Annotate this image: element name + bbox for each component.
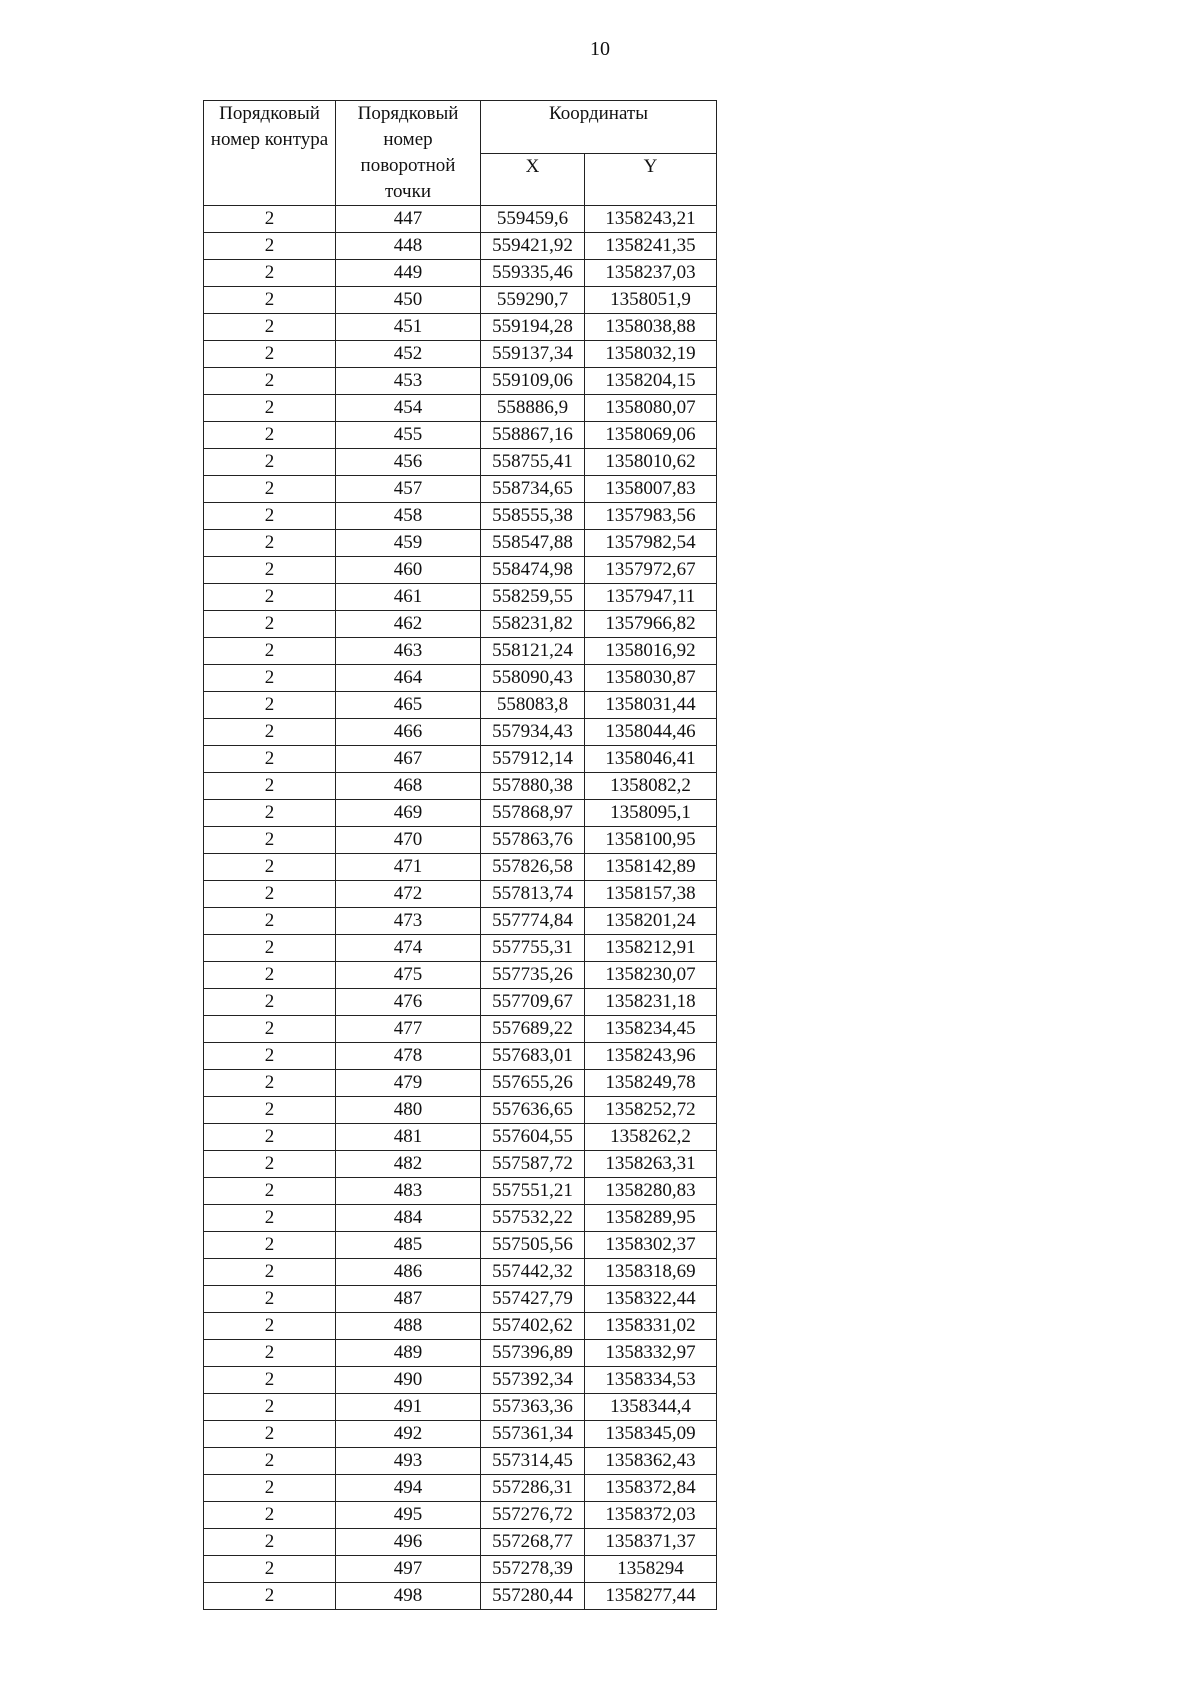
table-row xyxy=(204,1583,717,1610)
cell-y: 1358277,44 xyxy=(585,1583,717,1610)
table-row xyxy=(204,314,717,341)
cell-point-number: 482 xyxy=(336,1151,481,1178)
table-row xyxy=(204,1232,717,1259)
cell-x: 557755,31 xyxy=(481,935,585,962)
cell-contour-number: 2 xyxy=(204,1286,336,1313)
cell-point-number: 468 xyxy=(336,773,481,800)
cell-point-number: 461 xyxy=(336,584,481,611)
cell-y: 1357982,54 xyxy=(585,530,717,557)
cell-point-number: 452 xyxy=(336,341,481,368)
cell-y: 1358016,92 xyxy=(585,638,717,665)
cell-x: 559137,34 xyxy=(481,341,585,368)
cell-contour-number: 2 xyxy=(204,1394,336,1421)
table-row xyxy=(204,854,717,881)
cell-contour-number: 2 xyxy=(204,746,336,773)
cell-y: 1358204,15 xyxy=(585,368,717,395)
cell-x: 557505,56 xyxy=(481,1232,585,1259)
cell-x: 558547,88 xyxy=(481,530,585,557)
cell-contour-number: 2 xyxy=(204,1502,336,1529)
cell-point-number: 447 xyxy=(336,206,481,233)
cell-point-number: 479 xyxy=(336,1070,481,1097)
cell-point-number: 465 xyxy=(336,692,481,719)
table-row xyxy=(204,1556,717,1583)
cell-point-number: 485 xyxy=(336,1232,481,1259)
cell-y: 1358010,62 xyxy=(585,449,717,476)
cell-contour-number: 2 xyxy=(204,557,336,584)
table-row xyxy=(204,1070,717,1097)
cell-x: 557392,34 xyxy=(481,1367,585,1394)
table-row xyxy=(204,719,717,746)
cell-contour-number: 2 xyxy=(204,1556,336,1583)
cell-point-number: 449 xyxy=(336,260,481,287)
cell-y: 1358332,97 xyxy=(585,1340,717,1367)
header-row-top xyxy=(204,101,717,154)
cell-x: 559109,06 xyxy=(481,368,585,395)
cell-contour-number: 2 xyxy=(204,1016,336,1043)
cell-contour-number: 2 xyxy=(204,584,336,611)
cell-point-number: 467 xyxy=(336,746,481,773)
cell-x: 557826,58 xyxy=(481,854,585,881)
table-row xyxy=(204,989,717,1016)
cell-contour-number: 2 xyxy=(204,989,336,1016)
cell-contour-number: 2 xyxy=(204,935,336,962)
cell-contour-number: 2 xyxy=(204,1421,336,1448)
cell-x: 557636,65 xyxy=(481,1097,585,1124)
table-row xyxy=(204,1448,717,1475)
cell-contour-number: 2 xyxy=(204,476,336,503)
cell-point-number: 453 xyxy=(336,368,481,395)
cell-x: 557912,14 xyxy=(481,746,585,773)
table-row xyxy=(204,1205,717,1232)
cell-x: 557268,77 xyxy=(481,1529,585,1556)
cell-x: 557396,89 xyxy=(481,1340,585,1367)
cell-point-number: 466 xyxy=(336,719,481,746)
table-row xyxy=(204,368,717,395)
cell-contour-number: 2 xyxy=(204,1448,336,1475)
cell-x: 558755,41 xyxy=(481,449,585,476)
cell-point-number: 490 xyxy=(336,1367,481,1394)
cell-point-number: 481 xyxy=(336,1124,481,1151)
header-x: X xyxy=(481,153,585,206)
cell-x: 557868,97 xyxy=(481,800,585,827)
cell-point-number: 494 xyxy=(336,1475,481,1502)
cell-contour-number: 2 xyxy=(204,449,336,476)
table-row xyxy=(204,1421,717,1448)
table-row xyxy=(204,692,717,719)
table-row xyxy=(204,881,717,908)
cell-contour-number: 2 xyxy=(204,1475,336,1502)
cell-x: 557604,55 xyxy=(481,1124,585,1151)
cell-point-number: 469 xyxy=(336,800,481,827)
cell-point-number: 484 xyxy=(336,1205,481,1232)
cell-x: 557286,31 xyxy=(481,1475,585,1502)
cell-point-number: 464 xyxy=(336,665,481,692)
cell-x: 558886,9 xyxy=(481,395,585,422)
cell-contour-number: 2 xyxy=(204,692,336,719)
cell-contour-number: 2 xyxy=(204,881,336,908)
cell-y: 1358201,24 xyxy=(585,908,717,935)
cell-contour-number: 2 xyxy=(204,503,336,530)
cell-x: 557683,01 xyxy=(481,1043,585,1070)
cell-point-number: 455 xyxy=(336,422,481,449)
cell-contour-number: 2 xyxy=(204,719,336,746)
table-row xyxy=(204,1151,717,1178)
cell-contour-number: 2 xyxy=(204,1313,336,1340)
cell-y: 1358212,91 xyxy=(585,935,717,962)
cell-x: 558734,65 xyxy=(481,476,585,503)
table-row xyxy=(204,665,717,692)
cell-x: 557314,45 xyxy=(481,1448,585,1475)
cell-contour-number: 2 xyxy=(204,854,336,881)
cell-x: 557880,38 xyxy=(481,773,585,800)
cell-contour-number: 2 xyxy=(204,287,336,314)
table-row xyxy=(204,1097,717,1124)
cell-y: 1358372,84 xyxy=(585,1475,717,1502)
header-point-number-line: точки xyxy=(384,181,431,202)
table-row xyxy=(204,800,717,827)
cell-x: 557813,74 xyxy=(481,881,585,908)
header-y: Y xyxy=(585,153,717,206)
cell-y: 1358345,09 xyxy=(585,1421,717,1448)
cell-point-number: 462 xyxy=(336,611,481,638)
cell-contour-number: 2 xyxy=(204,341,336,368)
cell-contour-number: 2 xyxy=(204,368,336,395)
cell-y: 1358294 xyxy=(585,1556,717,1583)
cell-x: 558090,43 xyxy=(481,665,585,692)
cell-x: 557551,21 xyxy=(481,1178,585,1205)
cell-point-number: 476 xyxy=(336,989,481,1016)
cell-x: 557863,76 xyxy=(481,827,585,854)
cell-point-number: 483 xyxy=(336,1178,481,1205)
cell-contour-number: 2 xyxy=(204,908,336,935)
cell-contour-number: 2 xyxy=(204,800,336,827)
cell-x: 557276,72 xyxy=(481,1502,585,1529)
cell-point-number: 456 xyxy=(336,449,481,476)
table-row xyxy=(204,1475,717,1502)
cell-x: 557587,72 xyxy=(481,1151,585,1178)
cell-x: 558867,16 xyxy=(481,422,585,449)
header-contour-number xyxy=(204,101,336,206)
cell-point-number: 472 xyxy=(336,881,481,908)
cell-x: 557363,36 xyxy=(481,1394,585,1421)
cell-point-number: 448 xyxy=(336,233,481,260)
cell-y: 1358362,43 xyxy=(585,1448,717,1475)
cell-y: 1358069,06 xyxy=(585,422,717,449)
cell-y: 1357966,82 xyxy=(585,611,717,638)
cell-contour-number: 2 xyxy=(204,665,336,692)
cell-x: 557442,32 xyxy=(481,1259,585,1286)
cell-y: 1358231,18 xyxy=(585,989,717,1016)
cell-y: 1358372,03 xyxy=(585,1502,717,1529)
page-number: 10 xyxy=(590,38,610,60)
table-row xyxy=(204,1394,717,1421)
cell-contour-number: 2 xyxy=(204,206,336,233)
table-row xyxy=(204,1313,717,1340)
cell-x: 557735,26 xyxy=(481,962,585,989)
cell-y: 1358322,44 xyxy=(585,1286,717,1313)
cell-x: 558083,8 xyxy=(481,692,585,719)
cell-y: 1358095,1 xyxy=(585,800,717,827)
table-row xyxy=(204,260,717,287)
cell-y: 1358082,2 xyxy=(585,773,717,800)
cell-point-number: 471 xyxy=(336,854,481,881)
cell-x: 558555,38 xyxy=(481,503,585,530)
cell-x: 557278,39 xyxy=(481,1556,585,1583)
cell-contour-number: 2 xyxy=(204,395,336,422)
cell-x: 557280,44 xyxy=(481,1583,585,1610)
header-point-number xyxy=(336,101,481,206)
cell-y: 1358331,02 xyxy=(585,1313,717,1340)
cell-contour-number: 2 xyxy=(204,1124,336,1151)
cell-y: 1358302,37 xyxy=(585,1232,717,1259)
table-row xyxy=(204,530,717,557)
cell-contour-number: 2 xyxy=(204,611,336,638)
cell-x: 559194,28 xyxy=(481,314,585,341)
table-row xyxy=(204,908,717,935)
table-row xyxy=(204,1502,717,1529)
header-contour-number-line: Порядковый xyxy=(219,103,320,124)
table-row xyxy=(204,287,717,314)
cell-x: 557402,62 xyxy=(481,1313,585,1340)
cell-y: 1358334,53 xyxy=(585,1367,717,1394)
cell-point-number: 463 xyxy=(336,638,481,665)
cell-contour-number: 2 xyxy=(204,422,336,449)
cell-point-number: 454 xyxy=(336,395,481,422)
cell-contour-number: 2 xyxy=(204,1097,336,1124)
table-row xyxy=(204,557,717,584)
cell-x: 557774,84 xyxy=(481,908,585,935)
cell-y: 1358142,89 xyxy=(585,854,717,881)
cell-point-number: 458 xyxy=(336,503,481,530)
header-contour-number-line: номер контура xyxy=(210,129,329,150)
table-row xyxy=(204,1016,717,1043)
cell-point-number: 475 xyxy=(336,962,481,989)
cell-point-number: 496 xyxy=(336,1529,481,1556)
cell-point-number: 488 xyxy=(336,1313,481,1340)
cell-point-number: 492 xyxy=(336,1421,481,1448)
cell-x: 557689,22 xyxy=(481,1016,585,1043)
cell-point-number: 497 xyxy=(336,1556,481,1583)
cell-y: 1358289,95 xyxy=(585,1205,717,1232)
cell-contour-number: 2 xyxy=(204,638,336,665)
table-row xyxy=(204,233,717,260)
cell-point-number: 491 xyxy=(336,1394,481,1421)
cell-contour-number: 2 xyxy=(204,1259,336,1286)
cell-y: 1358344,4 xyxy=(585,1394,717,1421)
cell-y: 1358157,38 xyxy=(585,881,717,908)
cell-x: 559290,7 xyxy=(481,287,585,314)
cell-y: 1358080,07 xyxy=(585,395,717,422)
cell-x: 557532,22 xyxy=(481,1205,585,1232)
coordinates-table xyxy=(203,100,717,1610)
table-row xyxy=(204,1124,717,1151)
cell-contour-number: 2 xyxy=(204,1070,336,1097)
cell-contour-number: 2 xyxy=(204,1232,336,1259)
cell-contour-number: 2 xyxy=(204,1529,336,1556)
cell-y: 1358252,72 xyxy=(585,1097,717,1124)
cell-contour-number: 2 xyxy=(204,314,336,341)
cell-y: 1358100,95 xyxy=(585,827,717,854)
cell-y: 1358031,44 xyxy=(585,692,717,719)
cell-x: 557709,67 xyxy=(481,989,585,1016)
cell-contour-number: 2 xyxy=(204,827,336,854)
cell-contour-number: 2 xyxy=(204,773,336,800)
cell-x: 558121,24 xyxy=(481,638,585,665)
cell-y: 1357972,67 xyxy=(585,557,717,584)
table-row xyxy=(204,1259,717,1286)
cell-y: 1358249,78 xyxy=(585,1070,717,1097)
cell-contour-number: 2 xyxy=(204,1367,336,1394)
cell-y: 1358371,37 xyxy=(585,1529,717,1556)
cell-point-number: 489 xyxy=(336,1340,481,1367)
cell-point-number: 450 xyxy=(336,287,481,314)
cell-point-number: 451 xyxy=(336,314,481,341)
cell-y: 1358262,2 xyxy=(585,1124,717,1151)
cell-y: 1358032,19 xyxy=(585,341,717,368)
cell-contour-number: 2 xyxy=(204,260,336,287)
cell-y: 1358230,07 xyxy=(585,962,717,989)
cell-contour-number: 2 xyxy=(204,962,336,989)
cell-point-number: 487 xyxy=(336,1286,481,1313)
cell-contour-number: 2 xyxy=(204,530,336,557)
cell-contour-number: 2 xyxy=(204,1151,336,1178)
cell-y: 1358243,96 xyxy=(585,1043,717,1070)
cell-x: 558231,82 xyxy=(481,611,585,638)
table-row xyxy=(204,827,717,854)
table-row xyxy=(204,1340,717,1367)
header-coordinates: Координаты xyxy=(481,101,717,154)
cell-y: 1357983,56 xyxy=(585,503,717,530)
header-point-number-line: Порядковый xyxy=(357,103,459,124)
cell-y: 1358046,41 xyxy=(585,746,717,773)
cell-point-number: 478 xyxy=(336,1043,481,1070)
cell-contour-number: 2 xyxy=(204,1205,336,1232)
cell-contour-number: 2 xyxy=(204,1043,336,1070)
cell-y: 1358263,31 xyxy=(585,1151,717,1178)
cell-point-number: 457 xyxy=(336,476,481,503)
cell-y: 1358318,69 xyxy=(585,1259,717,1286)
table-row xyxy=(204,584,717,611)
table-row xyxy=(204,935,717,962)
cell-point-number: 477 xyxy=(336,1016,481,1043)
table-row xyxy=(204,746,717,773)
cell-x: 557934,43 xyxy=(481,719,585,746)
cell-y: 1358243,21 xyxy=(585,206,717,233)
cell-point-number: 493 xyxy=(336,1448,481,1475)
cell-y: 1358237,03 xyxy=(585,260,717,287)
cell-point-number: 495 xyxy=(336,1502,481,1529)
table-row xyxy=(204,1367,717,1394)
table-row xyxy=(204,341,717,368)
cell-contour-number: 2 xyxy=(204,1340,336,1367)
table-row xyxy=(204,611,717,638)
cell-x: 559459,6 xyxy=(481,206,585,233)
header-point-number-line: поворотной xyxy=(360,155,456,176)
cell-point-number: 474 xyxy=(336,935,481,962)
cell-point-number: 470 xyxy=(336,827,481,854)
table-row xyxy=(204,773,717,800)
table-body xyxy=(204,206,717,1610)
cell-y: 1358234,45 xyxy=(585,1016,717,1043)
cell-x: 559421,92 xyxy=(481,233,585,260)
cell-y: 1357947,11 xyxy=(585,584,717,611)
cell-x: 558259,55 xyxy=(481,584,585,611)
table-row xyxy=(204,206,717,233)
table-row xyxy=(204,503,717,530)
cell-point-number: 480 xyxy=(336,1097,481,1124)
cell-point-number: 486 xyxy=(336,1259,481,1286)
cell-y: 1358044,46 xyxy=(585,719,717,746)
table-row xyxy=(204,476,717,503)
table-row xyxy=(204,1178,717,1205)
header-point-number-line: номер xyxy=(383,129,433,150)
cell-y: 1358030,87 xyxy=(585,665,717,692)
cell-y: 1358241,35 xyxy=(585,233,717,260)
cell-point-number: 459 xyxy=(336,530,481,557)
table-row xyxy=(204,395,717,422)
cell-x: 559335,46 xyxy=(481,260,585,287)
cell-contour-number: 2 xyxy=(204,1178,336,1205)
cell-x: 558474,98 xyxy=(481,557,585,584)
table-row xyxy=(204,1529,717,1556)
cell-x: 557655,26 xyxy=(481,1070,585,1097)
cell-y: 1358280,83 xyxy=(585,1178,717,1205)
cell-y: 1358007,83 xyxy=(585,476,717,503)
cell-x: 557361,34 xyxy=(481,1421,585,1448)
cell-point-number: 498 xyxy=(336,1583,481,1610)
cell-x: 557427,79 xyxy=(481,1286,585,1313)
table-row xyxy=(204,1043,717,1070)
cell-y: 1358051,9 xyxy=(585,287,717,314)
table-row xyxy=(204,422,717,449)
table-row xyxy=(204,962,717,989)
table-row xyxy=(204,449,717,476)
cell-contour-number: 2 xyxy=(204,233,336,260)
table-row xyxy=(204,638,717,665)
cell-y: 1358038,88 xyxy=(585,314,717,341)
cell-point-number: 473 xyxy=(336,908,481,935)
table-row xyxy=(204,1286,717,1313)
cell-contour-number: 2 xyxy=(204,1583,336,1610)
cell-point-number: 460 xyxy=(336,557,481,584)
